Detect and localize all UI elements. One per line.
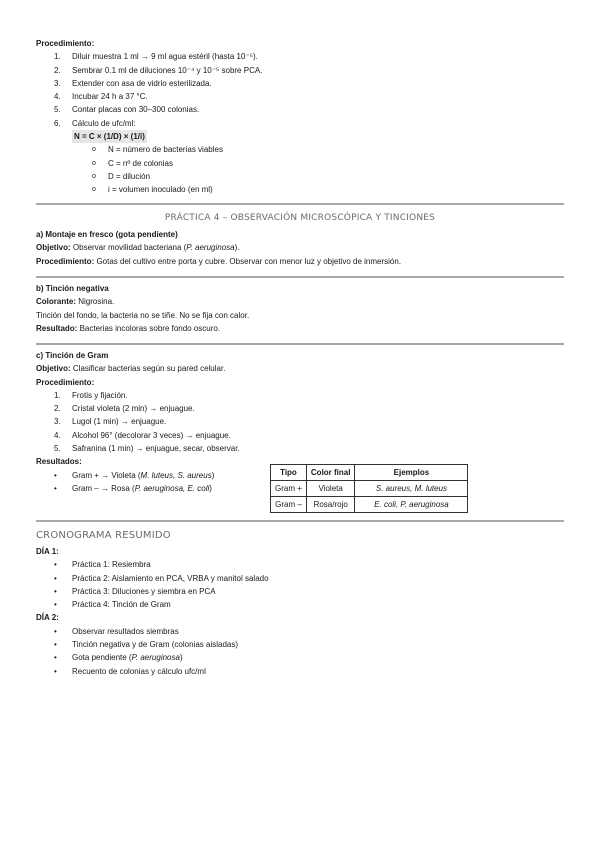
list-item: • Observar resultados siembras bbox=[54, 626, 179, 636]
result-item: • Gram – → Rosa (P. aeruginosa, E. coli) bbox=[54, 483, 212, 493]
table-header: Ejemplos bbox=[355, 465, 468, 481]
list-item: 5. Safranina (1 min) → enjuague, secar, observar. bbox=[54, 444, 240, 454]
divider bbox=[36, 203, 564, 205]
divider bbox=[36, 276, 564, 278]
list-item: 2. Cristal violeta (2 min) → enjuague. bbox=[54, 404, 195, 414]
table-cell: Violeta bbox=[306, 481, 355, 497]
list-item: • Gota pendiente (P. aeruginosa) bbox=[54, 653, 183, 663]
section-heading: a) Montaje en fresco (gota pendiente) bbox=[36, 230, 178, 239]
table-header: Tipo bbox=[271, 465, 307, 481]
table-cell: Gram + bbox=[271, 481, 307, 497]
variable-item: o D = dilución bbox=[92, 171, 151, 181]
tincion-negativa-section bbox=[36, 282, 566, 335]
list-item: 3. Lugol (1 min) → enjuague. bbox=[54, 417, 167, 427]
result-item: • Gram + → Violeta (M. luteus, S. aureus) bbox=[54, 470, 215, 480]
dia2-label: DÍA 2: bbox=[36, 613, 59, 623]
variable-item: o N = número de bacterias viables bbox=[92, 145, 223, 155]
list-item: 4. Alcohol 96° (decolorar 3 veces) → enjuague. bbox=[54, 430, 231, 440]
procedimiento-line: Procedimiento: Gotas del cultivo entre porta y cubre. Observar con menor luz y objetivo de inmersión. bbox=[36, 256, 402, 266]
table-cell: S. aureus, M. luteus bbox=[355, 481, 468, 497]
divider bbox=[36, 520, 564, 522]
resultados-label: Resultados: bbox=[36, 457, 82, 467]
list-item: 4. Incubar 24 h a 37 °C. bbox=[54, 92, 148, 102]
procedimiento-label: Procedimiento: bbox=[36, 377, 95, 387]
section-heading: c) Tinción de Gram bbox=[36, 351, 109, 360]
objetivo-line: Objetivo: Observar movilidad bacteriana (P. aeruginosa). bbox=[36, 243, 240, 253]
list-item: • Práctica 2: Aislamiento en PCA, VRBA y manitol salado bbox=[54, 573, 269, 583]
list-item: 6. Cálculo de ufc/ml: bbox=[54, 118, 136, 128]
formula: N = C × (1/D) × (1/i) bbox=[72, 130, 147, 143]
list-item: 1. Diluir muestra 1 ml → 9 ml agua estéril (hasta 10⁻⁵). bbox=[54, 52, 258, 62]
gram-table bbox=[270, 464, 468, 513]
colorante-line: Colorante: Nigrosina. bbox=[36, 297, 115, 307]
table-row bbox=[271, 497, 468, 513]
list-item: 2. Sembrar 0.1 ml de diluciones 10⁻⁴ y 10⁻⁵ sobre PCA. bbox=[54, 65, 263, 75]
resultado-line: Resultado: Bacterias incoloras sobre fondo oscuro. bbox=[36, 323, 221, 333]
table-cell: E. coli, P. aeruginosa bbox=[355, 497, 468, 513]
procedimiento-section bbox=[36, 37, 566, 197]
list-item: • Práctica 4: Tinción de Gram bbox=[54, 600, 171, 610]
table-row bbox=[271, 481, 468, 497]
list-item: 5. Contar placas con 30–300 colonias. bbox=[54, 105, 200, 115]
text-line: Tinción del fondo, la bacteria no se tiñe. No se fija con calor. bbox=[36, 310, 250, 320]
list-item: • Práctica 3: Diluciones y siembra en PCA bbox=[54, 586, 216, 596]
table-header: Color final bbox=[306, 465, 355, 481]
divider bbox=[36, 343, 564, 345]
procedimiento-label: Procedimiento: bbox=[36, 39, 95, 48]
list-item: • Tinción negativa y de Gram (colonias aisladas) bbox=[54, 640, 239, 650]
list-item: • Práctica 1: Resiembra bbox=[54, 560, 151, 570]
table-cell: Rosa/rojo bbox=[306, 497, 355, 513]
cronograma-title: CRONOGRAMA RESUMIDO bbox=[36, 530, 171, 541]
formula-line bbox=[36, 130, 566, 143]
list-item: • Recuento de colonias y cálculo ufc/ml bbox=[54, 666, 206, 676]
list-item: 3. Extender con asa de vidrio esterilizada. bbox=[54, 78, 212, 88]
variable-item: o C = nº de colonias bbox=[92, 158, 173, 168]
cronograma-section bbox=[36, 545, 566, 678]
table-cell: Gram – bbox=[271, 497, 307, 513]
variable-item: o i = volumen inoculado (en ml) bbox=[92, 185, 213, 195]
montaje-fresco-section bbox=[36, 228, 566, 268]
section-heading: b) Tinción negativa bbox=[36, 284, 109, 293]
practica4-title: PRÁCTICA 4 – OBSERVACIÓN MICROSCÓPICA Y TINCIONES bbox=[164, 213, 436, 223]
table-header-row bbox=[271, 465, 468, 481]
list-item: 1. Frotis y fijación. bbox=[54, 390, 128, 400]
dia1-label: DÍA 1: bbox=[36, 547, 59, 556]
objetivo-line: Objetivo: Clasificar bacterias según su pared celular. bbox=[36, 364, 226, 374]
